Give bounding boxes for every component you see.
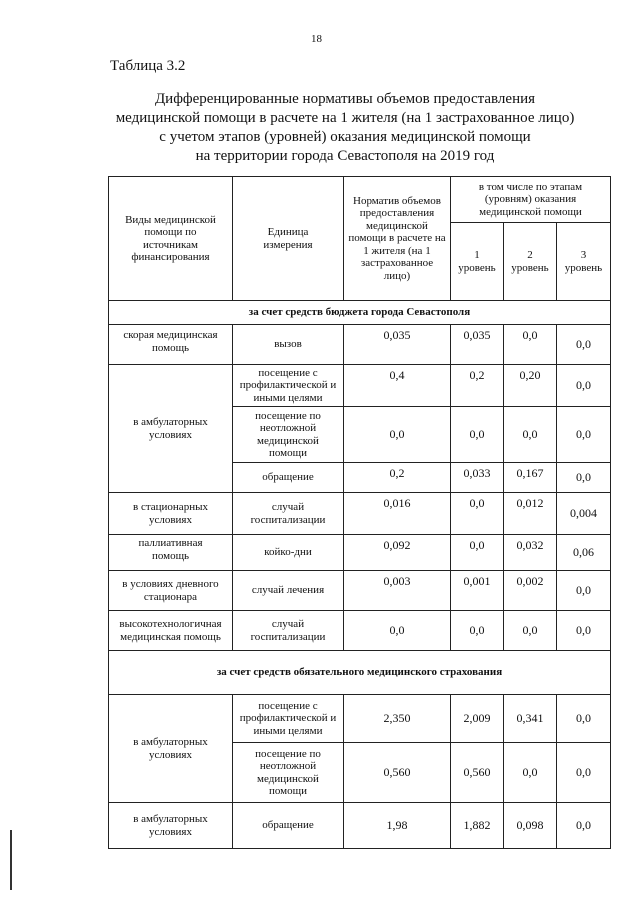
cell-norm: 0,035 <box>344 325 451 365</box>
cell-level-2: 0,0 <box>504 743 557 803</box>
cell-level-2: 0,167 <box>504 463 557 493</box>
title-line: на территории города Севастополя на 2019 год <box>195 148 495 164</box>
cell-level-2: 0,032 <box>504 535 557 571</box>
table-title <box>80 90 610 166</box>
cell-norm: 0,092 <box>344 535 451 571</box>
cell-unit: обращение <box>233 463 344 493</box>
cell-level-2: 0,0 <box>504 611 557 651</box>
cell-unit: посещение с профилактической и иными целями <box>233 365 344 407</box>
table-row <box>109 493 611 535</box>
cell-kind: в стационарных условиях <box>109 493 233 535</box>
section-budget-title: за счет средств бюджета города Севастополя <box>109 301 611 325</box>
cell-level-2: 0,0 <box>504 325 557 365</box>
scan-edge-mark <box>10 830 12 890</box>
cell-norm: 0,560 <box>344 743 451 803</box>
cell-kind: в амбулаторных условиях <box>109 365 233 493</box>
cell-unit: посещение по неотложной медицинской помощи <box>233 743 344 803</box>
cell-level-1: 0,001 <box>451 571 504 611</box>
cell-norm: 1,98 <box>344 803 451 849</box>
title-line: Дифференцированные нормативы объемов предоставления <box>154 91 536 107</box>
table-label: Таблица 3.2 <box>110 58 186 74</box>
table-row <box>109 365 611 407</box>
cell-unit: посещение с профилактической и иными целями <box>233 695 344 743</box>
cell-level-3: 0,004 <box>557 493 611 535</box>
cell-level-1: 0,0 <box>451 611 504 651</box>
title-line: с учетом этапов (уровней) оказания медицинской помощи <box>159 129 531 145</box>
cell-level-1: 1,882 <box>451 803 504 849</box>
cell-level-3: 0,0 <box>557 463 611 493</box>
cell-kind: в амбулаторных условиях <box>109 803 233 849</box>
cell-level-3: 0,0 <box>557 365 611 407</box>
header-kind: Виды медицинской помощи по источникам финансирования <box>109 177 233 301</box>
cell-kind: в условиях дневного стационара <box>109 571 233 611</box>
cell-level-3: 0,0 <box>557 611 611 651</box>
cell-level-1: 0,2 <box>451 365 504 407</box>
cell-level-3: 0,0 <box>557 325 611 365</box>
title-line: медицинской помощи в расчете на 1 жителя (на 1 застрахованное лицо) <box>115 110 575 126</box>
header-level-1: 1 уровень <box>451 223 504 301</box>
cell-level-1: 0,0 <box>451 493 504 535</box>
cell-unit: обращение <box>233 803 344 849</box>
cell-level-3: 0,0 <box>557 571 611 611</box>
cell-level-2: 0,0 <box>504 407 557 463</box>
cell-norm: 0,2 <box>344 463 451 493</box>
cell-level-1: 2,009 <box>451 695 504 743</box>
header-stages: в том числе по этапам (уровням) оказания медицинской помощи <box>451 177 611 223</box>
cell-level-1: 0,0 <box>451 535 504 571</box>
volume-norms-table <box>108 176 611 849</box>
cell-level-3: 0,0 <box>557 803 611 849</box>
header-unit: Единица измерения <box>233 177 344 301</box>
cell-norm: 2,350 <box>344 695 451 743</box>
cell-level-2: 0,002 <box>504 571 557 611</box>
cell-level-3: 0,06 <box>557 535 611 571</box>
cell-unit: посещение по неотложной медицинской помощи <box>233 407 344 463</box>
cell-level-2: 0,012 <box>504 493 557 535</box>
page-number: 18 <box>311 33 322 45</box>
cell-level-1: 0,033 <box>451 463 504 493</box>
cell-level-3: 0,0 <box>557 407 611 463</box>
cell-norm: 0,0 <box>344 611 451 651</box>
cell-level-1: 0,035 <box>451 325 504 365</box>
cell-kind: паллиативная помощь <box>109 535 233 571</box>
header-level-3: 3 уровень <box>557 223 611 301</box>
header-norm: Норматив объемов предоставления медицинской помощи в расчете на 1 жителя (на 1 застрахованное лицо) <box>344 177 451 301</box>
section-oms-title: за счет средств обязательного медицинского страхования <box>109 651 611 695</box>
table-row <box>109 571 611 611</box>
cell-kind: скорая медицинская помощь <box>109 325 233 365</box>
cell-level-1: 0,560 <box>451 743 504 803</box>
cell-level-2: 0,098 <box>504 803 557 849</box>
table-row <box>109 803 611 849</box>
cell-unit: случай лечения <box>233 571 344 611</box>
cell-unit: койко-дни <box>233 535 344 571</box>
cell-level-3: 0,0 <box>557 695 611 743</box>
cell-norm: 0,016 <box>344 493 451 535</box>
cell-unit: случай госпитализации <box>233 493 344 535</box>
cell-level-2: 0,341 <box>504 695 557 743</box>
table-row <box>109 695 611 743</box>
cell-norm: 0,003 <box>344 571 451 611</box>
cell-level-1: 0,0 <box>451 407 504 463</box>
cell-unit: вызов <box>233 325 344 365</box>
cell-unit: случай госпитализации <box>233 611 344 651</box>
cell-norm: 0,0 <box>344 407 451 463</box>
cell-kind: в амбулаторных условиях <box>109 695 233 803</box>
cell-level-2: 0,20 <box>504 365 557 407</box>
cell-norm: 0,4 <box>344 365 451 407</box>
table-row <box>109 535 611 571</box>
cell-level-3: 0,0 <box>557 743 611 803</box>
header-level-2: 2 уровень <box>504 223 557 301</box>
cell-kind: высокотехнологичная медицинская помощь <box>109 611 233 651</box>
table-row <box>109 611 611 651</box>
table-row <box>109 325 611 365</box>
